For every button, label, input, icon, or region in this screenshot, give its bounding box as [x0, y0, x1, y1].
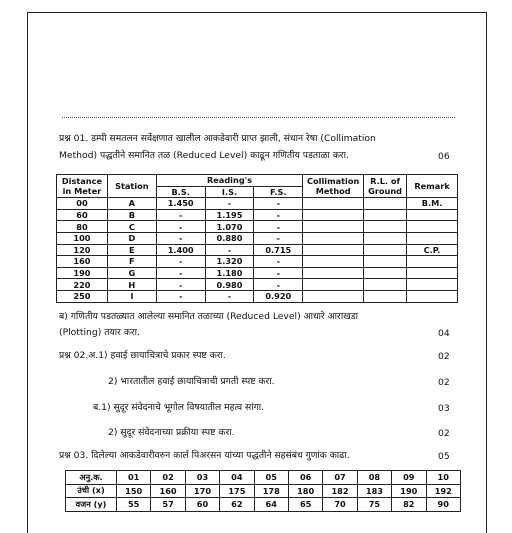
table-cell: 180 [288, 484, 322, 498]
cell-is: 0.980 [205, 279, 254, 291]
cell-remark: C.P. [407, 244, 458, 256]
cell-distance: 120 [57, 244, 108, 256]
cell-bs: 1.400 [156, 244, 205, 256]
table-cell: 192 [426, 484, 460, 498]
cell-distance: 220 [57, 279, 108, 291]
cell-collimation [303, 232, 364, 244]
cell-remark [407, 256, 458, 268]
row-label: उंची (x) [66, 484, 117, 498]
cell-rl [364, 256, 407, 268]
cell-remark [407, 290, 458, 302]
cell-remark [407, 267, 458, 279]
table-cell: 150 [117, 484, 151, 498]
cell-bs: - [156, 232, 205, 244]
dotted-separator [62, 117, 455, 118]
cell-distance: 160 [57, 256, 108, 268]
cell-distance: 190 [57, 267, 108, 279]
table-row [57, 198, 458, 210]
q1b-line2: (Plotting) तयार करा. [59, 327, 140, 338]
table-cell: 183 [357, 484, 391, 498]
table-row [57, 290, 458, 302]
cell-fs: 0.920 [254, 290, 303, 302]
cell-remark: B.M. [407, 198, 458, 210]
cell-station: B [107, 209, 156, 221]
header-is: I.S. [205, 186, 254, 198]
table-row [57, 267, 458, 279]
cell-bs: - [156, 221, 205, 233]
header-collimation: Collimation Method [303, 175, 364, 198]
cell-bs: - [156, 267, 205, 279]
q3-text: प्रश्न 03. दिलेल्या आकडेवारीवरुन कार्ल पिअरसन यांच्या पद्धतीने सहसंबंध गुणांक काढा. [59, 450, 350, 461]
cell-collimation [303, 244, 364, 256]
cell-fs: - [254, 279, 303, 291]
table-cell: 75 [357, 498, 391, 512]
table-cell: 190 [392, 484, 426, 498]
cell-station: H [107, 279, 156, 291]
header-bs: B.S. [156, 186, 205, 198]
table-cell: 02 [151, 471, 185, 485]
cell-distance: 00 [57, 198, 108, 210]
cell-fs: 0.715 [254, 244, 303, 256]
q2b2-text: 2) सुदूर संवेदनाच्या प्रक्रीया स्पष्ट करा. [108, 427, 235, 438]
table-row [57, 279, 458, 291]
table-cell: 08 [357, 471, 391, 485]
header-fs: F.S. [254, 186, 303, 198]
cell-fs: - [254, 267, 303, 279]
cell-station: G [107, 267, 156, 279]
table-cell: 65 [288, 498, 322, 512]
cell-rl [364, 221, 407, 233]
cell-distance: 60 [57, 209, 108, 221]
cell-station: F [107, 256, 156, 268]
cell-fs: - [254, 232, 303, 244]
q2b1-text: ब.1) सुदूर संवेदनाचे भूगोल विषयातील महत्व सांगा. [93, 402, 265, 413]
table-cell: 170 [185, 484, 219, 498]
header-station: Station [107, 175, 156, 198]
table-row [66, 471, 461, 485]
cell-is: 0.880 [205, 232, 254, 244]
cell-is: 1.320 [205, 256, 254, 268]
cell-fs: - [254, 209, 303, 221]
q2a1-marks: 02 [438, 351, 450, 362]
cell-is: - [205, 198, 254, 210]
cell-rl [364, 290, 407, 302]
cell-bs: - [156, 290, 205, 302]
cell-fs: - [254, 221, 303, 233]
cell-rl [364, 244, 407, 256]
table-cell: 03 [185, 471, 219, 485]
cell-remark [407, 209, 458, 221]
cell-collimation [303, 279, 364, 291]
table-row [57, 256, 458, 268]
table-cell: 04 [220, 471, 254, 485]
cell-distance: 250 [57, 290, 108, 302]
q1b-line1: ब) गणितीय पडतळ्यात आलेल्या समानित तळाच्या (Reduced Level) आधारे आराखडा [59, 311, 359, 322]
table-cell: 60 [185, 498, 219, 512]
cell-distance: 80 [57, 221, 108, 233]
header-distance: Distance in Meter [57, 175, 108, 198]
q2a2-marks: 02 [438, 377, 450, 388]
cell-collimation [303, 198, 364, 210]
cell-collimation [303, 267, 364, 279]
table-row [57, 244, 458, 256]
correlation-data-table [65, 470, 461, 512]
table-cell: 160 [151, 484, 185, 498]
cell-station: A [107, 198, 156, 210]
table-cell: 09 [392, 471, 426, 485]
cell-rl [364, 209, 407, 221]
cell-is: 1.195 [205, 209, 254, 221]
row-label: वजन (y) [66, 498, 117, 512]
cell-rl [364, 198, 407, 210]
q1-line2: Method) पद्धतीने समानित तळ (Reduced Level) काढून गणितीय पडताळा करा. [59, 150, 349, 161]
row-label: अनु.क. [66, 471, 117, 485]
q3-marks: 05 [438, 451, 450, 462]
cell-collimation [303, 290, 364, 302]
table-cell: 178 [254, 484, 288, 498]
q1-line1: प्रश्न 01. डम्पी समतलन सर्वेक्षणात खालील आकडेवारी प्राप्त झाली, संधान रेषा (Collimation [59, 133, 376, 144]
cell-collimation [303, 221, 364, 233]
cell-bs: 1.450 [156, 198, 205, 210]
header-readings: Reading's [156, 175, 302, 187]
table-cell: 55 [117, 498, 151, 512]
table-cell: 90 [426, 498, 460, 512]
cell-station: E [107, 244, 156, 256]
cell-rl [364, 267, 407, 279]
table-cell: 01 [117, 471, 151, 485]
cell-is: 1.180 [205, 267, 254, 279]
table-cell: 175 [220, 484, 254, 498]
cell-is: 1.070 [205, 221, 254, 233]
header-rl: R.L. of Ground [364, 175, 407, 198]
cell-remark [407, 221, 458, 233]
cell-station: I [107, 290, 156, 302]
table-cell: 64 [254, 498, 288, 512]
table-cell: 05 [254, 471, 288, 485]
cell-collimation [303, 209, 364, 221]
table-row [57, 221, 458, 233]
cell-bs: - [156, 279, 205, 291]
q1-marks: 06 [438, 151, 450, 162]
cell-is: - [205, 290, 254, 302]
cell-rl [364, 232, 407, 244]
table-row [57, 232, 458, 244]
q1b-marks: 04 [438, 328, 450, 339]
cell-bs: - [156, 256, 205, 268]
table-cell: 182 [323, 484, 357, 498]
cell-station: D [107, 232, 156, 244]
cell-remark [407, 232, 458, 244]
table-cell: 70 [323, 498, 357, 512]
table-cell: 10 [426, 471, 460, 485]
cell-station: C [107, 221, 156, 233]
table-cell: 07 [323, 471, 357, 485]
cell-collimation [303, 256, 364, 268]
header-remark: Remark [407, 175, 458, 198]
q2a2-text: 2) भारतातील हवाई छायाचित्राची प्रगती स्पष्ट करा. [108, 376, 275, 387]
levelling-readings-table [56, 174, 458, 303]
q2b1-marks: 03 [438, 403, 450, 414]
q2b2-marks: 02 [438, 428, 450, 439]
cell-distance: 100 [57, 232, 108, 244]
cell-remark [407, 279, 458, 291]
table-cell: 57 [151, 498, 185, 512]
cell-fs: - [254, 198, 303, 210]
cell-fs: - [254, 256, 303, 268]
table-cell: 62 [220, 498, 254, 512]
table-row [57, 209, 458, 221]
table-cell: 82 [392, 498, 426, 512]
table-row [66, 484, 461, 498]
cell-rl [364, 279, 407, 291]
q2a1-text: प्रश्न 02.अ.1) हवाई छायाचित्राचे प्रकार स्पष्ट करा. [59, 350, 226, 361]
cell-is: - [205, 244, 254, 256]
table-row [66, 498, 461, 512]
table-cell: 06 [288, 471, 322, 485]
cell-bs: - [156, 209, 205, 221]
